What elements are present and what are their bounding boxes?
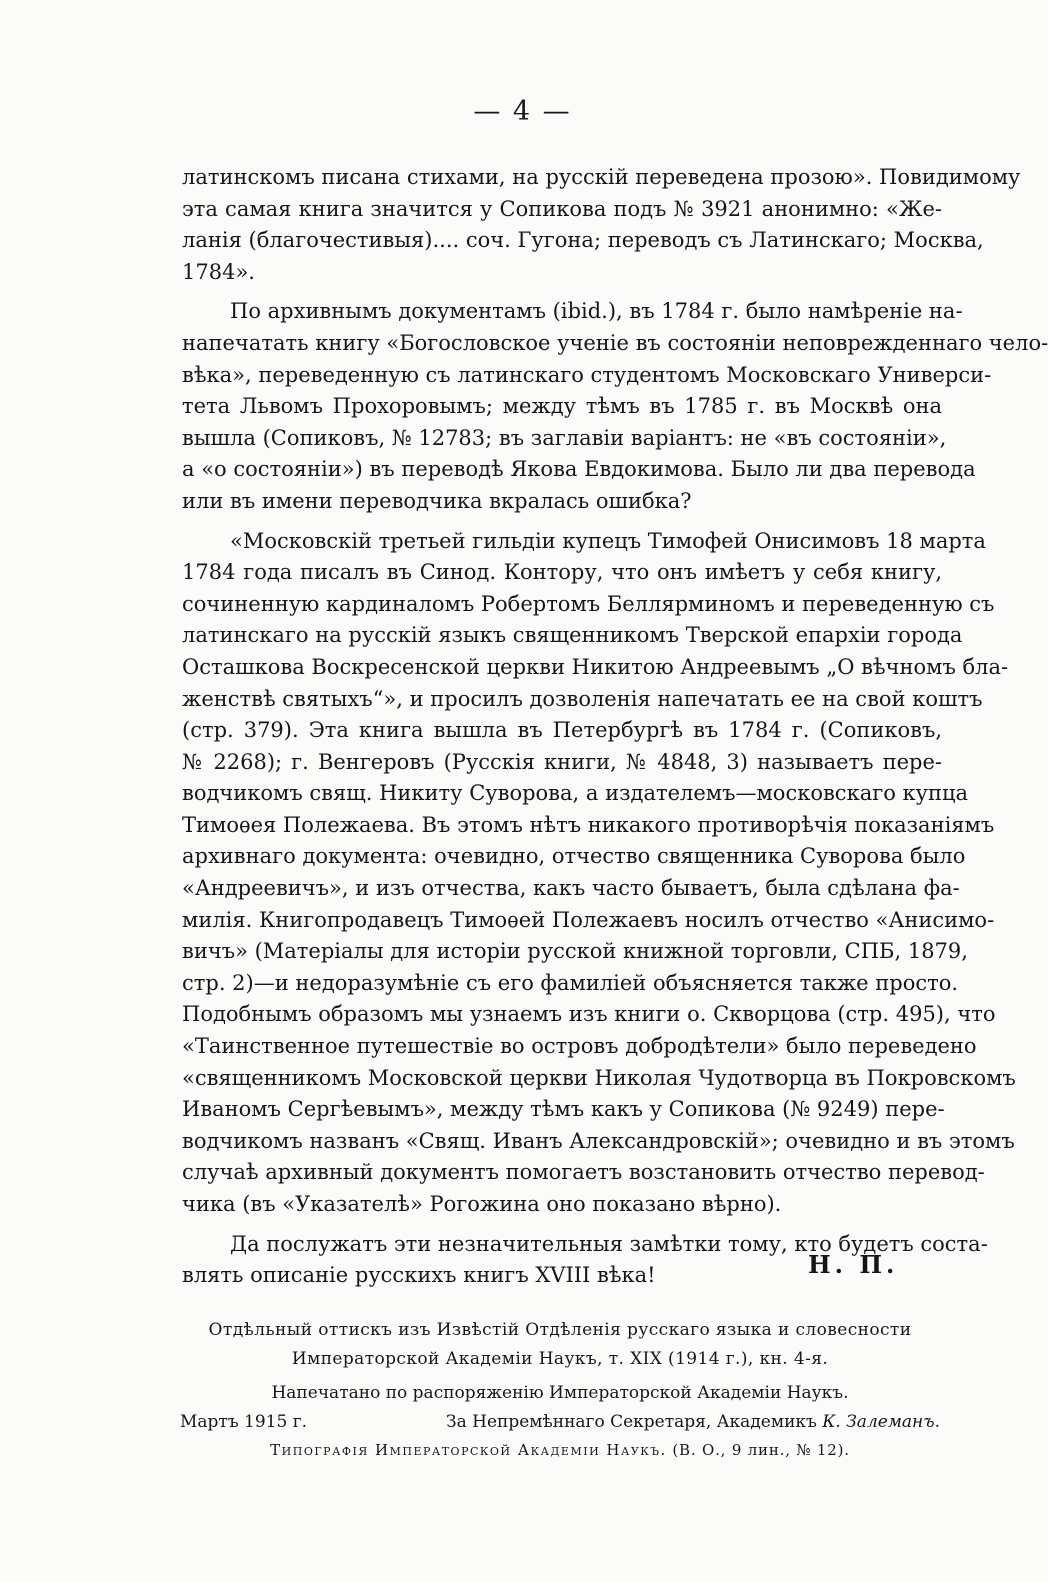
body-text [182, 162, 1048, 1292]
text-line: вѣка», переведенную съ латинскаго студентомъ Московскаго Универси- [182, 362, 992, 387]
paragraph-1 [182, 162, 1021, 288]
text-line: № 2268); г. Венгеровъ (Русскія книги, № 4848, 3) называетъ пере- [182, 749, 942, 774]
printer-name: Типографія Императорской Академіи Наукъ. [270, 1441, 667, 1459]
text-line: случаѣ архивный документъ помогаетъ возстановить отчество перевод- [182, 1160, 985, 1185]
secretary-label: За Непремѣннаго Секретаря, Академикъ [445, 1412, 817, 1432]
text-line: милія. Книгопродавецъ Тимоѳей Полежаевъ носилъ отчество «Анисимо- [182, 907, 995, 932]
print-date: Мартъ 1915 г. [180, 1412, 308, 1432]
text-line: вышла (Сопиковъ, № 12783; въ заглавіи варіантъ: не «въ состояніи», [182, 425, 947, 450]
text-line: «Андреевичъ», и изъ отчества, какъ часто бываетъ, была сдѣлана фа- [182, 876, 960, 901]
text-line: чика (въ «Указателѣ» Рогожина оно показано вѣрно). [182, 1192, 782, 1216]
text-line: Да послужатъ эти незначительныя замѣтки тому, кто будетъ соста- [230, 1231, 988, 1256]
text-line: водчикомъ названъ «Свящ. Иванъ Александровскій»; очевидно и въ этомъ [182, 1128, 1015, 1153]
imprint-line [180, 1408, 940, 1437]
text-line: Иваномъ Сергѣевымъ», между тѣмъ какъ у Сопикова (№ 9249) пере- [182, 1097, 945, 1122]
author-signature: Н. П. [808, 1250, 899, 1279]
text-line: водчикомъ свящ. Никиту Суворова, а издателемъ—московскаго купца [182, 781, 969, 806]
text-line: напечатать книгу «Богословское ученіе въ состояніи неповрежденнаго чело- [182, 330, 1048, 355]
printer-address: (В. О., 9 лин., № 12). [672, 1441, 850, 1459]
permission-text: Напечатано по распоряженію Императорской Академіи Наукъ. [271, 1383, 849, 1403]
text-line: 1784». [182, 259, 255, 284]
text-line: или въ имени переводчика вкралась ошибка? [182, 488, 692, 513]
secretary-line [446, 1408, 940, 1437]
text-line: По архивнымъ документамъ (ibid.), въ 1784 г. было намѣреніе на- [230, 299, 963, 324]
printer-imprint [180, 1441, 940, 1459]
text-line: латинскомъ писана стихами, на русскій переведена прозою». Повидимому [182, 165, 1021, 189]
text-line: вичъ» (Матеріалы для исторіи русской книжной торговли, СПБ, 1879, [182, 939, 968, 964]
text-line: «Московскій третьей гильдіи купецъ Тимофей Онисимовъ 18 марта [230, 528, 986, 553]
text-line: 1784 года писалъ въ Синод. Контору, что онъ имѣетъ у себя книгу, [182, 560, 942, 585]
text-line: Подобнымъ образомъ мы узнаемъ изъ книги о. Скворцова (стр. 495), что [182, 1002, 996, 1027]
text-line: а «о состояніи») въ переводѣ Якова Евдокимова. Было ли два перевода [182, 457, 976, 482]
text-line: ланія (благочестивыя).... соч. Гугона; переводъ съ Латинскаго; Москва, [182, 228, 984, 253]
offprint-note [180, 1316, 940, 1374]
text-line: архивнаго документа: очевидно, отчество священника Суворова было [182, 844, 966, 869]
text-line: «Таинственное путешествіе во островъ добродѣтели» было переведено [182, 1034, 977, 1059]
text-line: Осташкова Воскресенской церкви Никитою Андреевымъ „О вѣчномъ бла- [182, 654, 1009, 679]
text-line: эта самая книга значится у Сопикова подъ № 3921 анонимно: «Же- [182, 196, 942, 221]
text-line: сочиненную кардиналомъ Робертомъ Беллярминомъ и переведенную съ [182, 591, 995, 616]
offprint-line: Отдѣльный оттискъ изъ Извѣстій Отдѣленія русскаго языка и словесности [208, 1320, 912, 1340]
text-line: стр. 2)—и недоразумѣніе съ его фамиліей объясняется также просто. [182, 970, 959, 995]
page-number: — 4 — [473, 96, 572, 127]
text-line: «священникомъ Московской церкви Николая Чудотворца въ Покровскомъ [182, 1065, 1016, 1090]
text-line: Тимоѳея Полежаева. Въ этомъ нѣтъ никакого противорѣчія показаніямъ [182, 812, 995, 837]
secretary-name: К. Залеманъ. [822, 1412, 940, 1432]
text-line: (стр. 379). Эта книга вышла въ Петербургѣ въ 1784 г. (Сопиковъ, [182, 718, 942, 743]
paragraph-2 [182, 296, 1048, 517]
paragraph-3 [182, 526, 1016, 1221]
offprint-line: Императорской Академіи Наукъ, т. XIX (1914 г.), кн. 4-я. [291, 1349, 829, 1369]
text-line: тета Львомъ Прохоровымъ; между тѣмъ въ 1785 г. въ Москвѣ она [182, 394, 942, 419]
text-line: женствѣ святыхъ“», и просилъ дозволенія напечатать ее на свой коштъ [182, 686, 983, 711]
text-line: латинскаго на русскій языкъ священникомъ Тверской епархіи города [182, 623, 963, 648]
printing-permission [180, 1379, 940, 1437]
text-line: влять описаніе русскихъ книгъ XVIII вѣка! [182, 1263, 656, 1288]
